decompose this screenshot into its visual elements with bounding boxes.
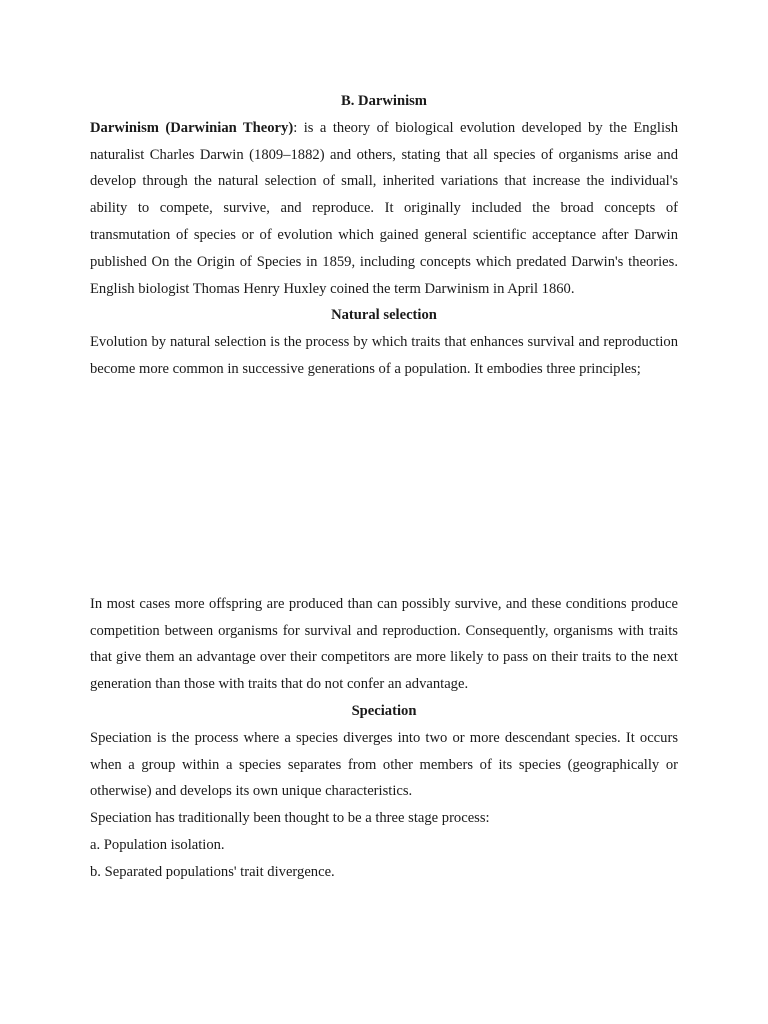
speciation-stage-b: b. Separated populations' trait divergence. bbox=[90, 863, 335, 880]
document-page bbox=[90, 88, 678, 886]
darwinism-paragraph bbox=[90, 115, 678, 303]
darwinism-term: Darwinism (Darwinian Theory) bbox=[90, 119, 294, 136]
natural-selection-intro: Evolution by natural selection is the process by which traits that enhances survival and reproduction become more common in successive generations of a population. It embodies three principles; bbox=[90, 334, 678, 377]
section-heading-darwinism: B. Darwinism bbox=[341, 93, 427, 109]
speciation-stages-intro: Speciation has traditionally been thought to be a three stage process: bbox=[90, 810, 490, 827]
darwinism-definition: : is a theory of biological evolution developed by the English naturalist Charles Darwin (1809–1882) and others, stating that all species of organisms arise and develop through the natural selection of small, inherited variations that increase the individual's ability to compete, survive, and reproduce. It originally included the broad concepts of transmutation of species or of evolution which gained general scientific acceptance after Darwin published On the Origin of Species in 1859, including concepts which predated Darwin's theories. English biologist Thomas Henry Huxley coined the term Darwinism in April 1860. bbox=[90, 119, 678, 297]
natural-selection-explanation: In most cases more offspring are produced than can possibly survive, and these conditions produce competition between organisms for survival and reproduction. Consequently, organisms with traits that give them an advantage over their competitors are more likely to pass on their traits to the next generation than those with traits that do not confer an advantage. bbox=[90, 595, 678, 693]
speciation-stage-a: a. Population isolation. bbox=[90, 836, 225, 853]
speciation-definition: Speciation is the process where a species diverges into two or more descendant species. It occurs when a group within a species separates from other members of its species (geographically or otherwise) and develops its own unique characteristics. bbox=[90, 729, 678, 800]
blank-space bbox=[90, 383, 678, 591]
section-heading-speciation: Speciation bbox=[351, 702, 417, 719]
section-heading-natural-selection: Natural selection bbox=[331, 307, 437, 324]
